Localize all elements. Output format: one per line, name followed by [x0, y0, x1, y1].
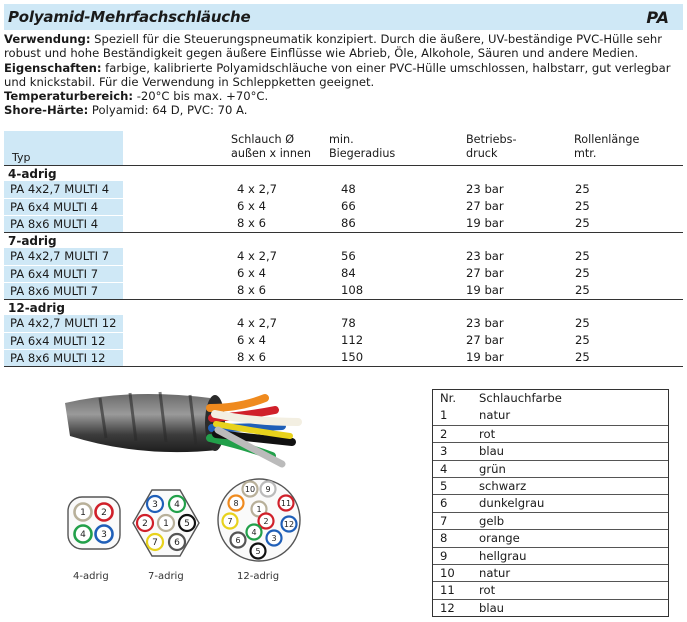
- cross-section-4-label: 4-adrig: [73, 571, 109, 582]
- eigenschaften-text: farbige, kalibrierte Polyamidschläuche von einer PVC-Hülle umschlossen, halbstarr, gut verlegbar und knickstabil. Für die Verwendung in Schleppketten geeignet.: [4, 60, 671, 89]
- cell-typ: PA 8x6 MULTI 4: [4, 215, 123, 232]
- tube-number: 12: [283, 519, 295, 529]
- color-row: [433, 581, 668, 598]
- header-druck-line1: Betriebs-: [466, 133, 517, 146]
- header-biegeradius: [329, 133, 395, 161]
- cross-section-7: [130, 487, 202, 559]
- tube-number: 8: [233, 498, 239, 508]
- temperatur-text: -20°C bis max. +70°C.: [133, 89, 269, 104]
- color-row: [433, 494, 668, 511]
- cell-schlauch: 6 x 4: [237, 266, 266, 280]
- tube-number: 7: [227, 516, 233, 526]
- cell-typ: PA 4x2,7 MULTI 4: [4, 181, 123, 198]
- specs-table: [4, 131, 683, 367]
- cell-typ: PA 4x2,7 MULTI 12: [4, 315, 123, 332]
- color-nr: 10: [440, 565, 455, 580]
- color-row: [433, 547, 668, 564]
- color-table-body: [433, 407, 668, 616]
- cell-rolle: 25: [575, 266, 590, 280]
- table-row: [4, 181, 683, 198]
- cell-typ: PA 6x4 MULTI 4: [4, 198, 123, 215]
- section-label: 12-adrig: [4, 299, 683, 315]
- cell-typ: PA 8x6 MULTI 7: [4, 282, 123, 299]
- product-code: PA: [646, 8, 669, 27]
- color-name: blau: [479, 600, 505, 615]
- cell-rolle: 25: [575, 283, 590, 297]
- cable-illustration: [60, 378, 315, 478]
- cell-biege: 48: [341, 182, 356, 196]
- color-table-header: [433, 390, 668, 407]
- color-row: [433, 512, 668, 529]
- cell-biege: 108: [341, 283, 364, 297]
- section-label: 7-adrig: [4, 232, 683, 248]
- tube-number: 2: [142, 519, 148, 530]
- cell-biege: 56: [341, 249, 356, 263]
- shore-text: Polyamid: 64 D, PVC: 70 A.: [88, 103, 248, 118]
- cell-schlauch: 6 x 4: [237, 333, 266, 347]
- tube-number: 5: [184, 519, 190, 530]
- page-title: Polyamid-Mehrfachschläuche: [8, 8, 251, 26]
- tube-number: 3: [271, 533, 277, 543]
- cell-biege: 84: [341, 266, 356, 280]
- color-nr: 2: [440, 426, 448, 441]
- color-nr: 5: [440, 478, 448, 493]
- tube-number: 6: [235, 535, 241, 545]
- color-name: rot: [479, 426, 496, 441]
- color-table: [432, 389, 669, 617]
- cell-druck: 19 bar: [466, 283, 504, 297]
- table-row: [4, 349, 683, 366]
- color-name: schwarz: [479, 478, 527, 493]
- title-bar: [4, 4, 683, 30]
- cell-schlauch: 8 x 6: [237, 216, 266, 230]
- color-row: [433, 599, 668, 616]
- tube-number: 5: [255, 546, 261, 556]
- header-betriebsdruck: [466, 133, 517, 161]
- cell-druck: 23 bar: [466, 316, 504, 330]
- header-schlauch-line2: außen x innen: [231, 147, 311, 160]
- cell-rolle: 25: [575, 333, 590, 347]
- color-row: [433, 425, 668, 442]
- header-rollenlaenge: [574, 133, 639, 161]
- color-row: [433, 477, 668, 494]
- color-nr: 3: [440, 444, 448, 459]
- cell-typ: PA 4x2,7 MULTI 7: [4, 248, 123, 265]
- color-nr: 8: [440, 531, 448, 546]
- cell-druck: 19 bar: [466, 216, 504, 230]
- color-name: orange: [479, 531, 520, 546]
- color-nr: 7: [440, 513, 448, 528]
- cell-druck: 27 bar: [466, 333, 504, 347]
- color-name: gelb: [479, 513, 505, 528]
- table-row: [4, 248, 683, 265]
- cell-biege: 150: [341, 350, 364, 364]
- cross-section-12: [216, 477, 302, 563]
- table-row: [4, 315, 683, 332]
- color-row: [433, 529, 668, 546]
- cell-schlauch: 4 x 2,7: [237, 249, 278, 263]
- header-rolle-line2: mtr.: [574, 147, 597, 160]
- cell-druck: 23 bar: [466, 249, 504, 263]
- tube-number: 4: [80, 530, 86, 541]
- cross-section-12-label: 12-adrig: [237, 571, 280, 582]
- header-biege-line1: min.: [329, 133, 354, 146]
- color-name: blau: [479, 444, 505, 459]
- tube-number: 7: [152, 538, 158, 549]
- color-name: dunkelgrau: [479, 496, 545, 511]
- cell-rolle: 25: [575, 316, 590, 330]
- tube-number: 10: [244, 484, 256, 494]
- color-nr: 1: [440, 408, 448, 423]
- header-typ: Typ: [12, 151, 31, 164]
- header-biege-line2: Biegeradius: [329, 147, 396, 160]
- cell-biege: 112: [341, 333, 364, 347]
- color-row: [433, 407, 668, 424]
- color-name: grün: [479, 461, 506, 476]
- color-nr: 4: [440, 461, 448, 476]
- color-nr: 9: [440, 548, 448, 563]
- header-schlauch-line1: Schlauch Ø: [231, 133, 295, 146]
- cell-typ: PA 6x4 MULTI 12: [4, 332, 123, 349]
- table-row: [4, 282, 683, 299]
- cell-biege: 66: [341, 199, 356, 213]
- cell-druck: 27 bar: [466, 199, 504, 213]
- color-nr: 11: [440, 583, 455, 598]
- table-row: [4, 265, 683, 282]
- tube-number: 3: [152, 500, 158, 511]
- cell-schlauch: 8 x 6: [237, 283, 266, 297]
- header-typ-cell: [4, 131, 123, 165]
- cell-rolle: 25: [575, 249, 590, 263]
- table-bottom-rule: [4, 366, 683, 367]
- temperatur-paragraph: [4, 89, 684, 103]
- cell-schlauch: 4 x 2,7: [237, 316, 278, 330]
- cell-typ: PA 6x4 MULTI 7: [4, 265, 123, 282]
- tube-number: 4: [174, 500, 180, 511]
- eigenschaften-label: Eigenschaften:: [4, 60, 102, 75]
- header-schlauch: [231, 133, 311, 161]
- shore-label: Shore-Härte:: [4, 103, 89, 118]
- temperatur-label: Temperaturbereich:: [4, 89, 134, 104]
- verwendung-label: Verwendung:: [4, 32, 91, 46]
- table-row: [4, 332, 683, 349]
- cell-druck: 19 bar: [466, 350, 504, 364]
- verwendung-paragraph: [4, 32, 684, 61]
- color-row: [433, 442, 668, 459]
- table-body: [4, 165, 683, 366]
- tube-number: 3: [101, 530, 107, 541]
- eigenschaften-paragraph: [4, 61, 684, 90]
- cell-biege: 78: [341, 316, 356, 330]
- tube-number: 1: [256, 504, 262, 514]
- cell-rolle: 25: [575, 199, 590, 213]
- verwendung-text: Speziell für die Steuerungspneumatik konzipiert. Durch die äußere, UV-beständige PVC-Hülle sehr robust und hohe Beständigkeit gegen äußere Einflüsse wie Abrieb, Öle, Alkohole, Säuren und andere Medien.: [4, 32, 662, 61]
- cell-rolle: 25: [575, 182, 590, 196]
- color-header-farbe: Schlauchfarbe: [479, 391, 562, 405]
- table-row: [4, 215, 683, 232]
- tube-number: 11: [280, 498, 292, 508]
- cell-druck: 23 bar: [466, 182, 504, 196]
- tube-number: 2: [263, 516, 269, 526]
- color-name: hellgrau: [479, 548, 527, 563]
- header-rolle-line1: Rollenlänge: [574, 133, 640, 146]
- section-label: 4-adrig: [4, 165, 683, 181]
- table-header: [4, 131, 683, 165]
- cross-section-7-label: 7-adrig: [148, 571, 184, 582]
- color-name: rot: [479, 583, 496, 598]
- cross-section-4: [66, 495, 122, 551]
- color-row: [433, 460, 668, 477]
- color-name: natur: [479, 408, 511, 423]
- cell-schlauch: 6 x 4: [237, 199, 266, 213]
- cell-rolle: 25: [575, 216, 590, 230]
- table-row: [4, 198, 683, 215]
- cell-biege: 86: [341, 216, 356, 230]
- color-nr: 12: [440, 600, 455, 615]
- tube-number: 6: [174, 538, 180, 549]
- tube-number: 2: [101, 508, 107, 519]
- color-header-nr: Nr.: [440, 391, 457, 405]
- description: [4, 32, 684, 118]
- tube-number: 4: [251, 527, 257, 537]
- tube-number: 9: [265, 484, 271, 494]
- cell-typ: PA 8x6 MULTI 12: [4, 349, 123, 366]
- cell-rolle: 25: [575, 350, 590, 364]
- shore-paragraph: [4, 103, 684, 117]
- tube-number: 1: [80, 508, 86, 519]
- cell-schlauch: 8 x 6: [237, 350, 266, 364]
- color-nr: 6: [440, 496, 448, 511]
- header-druck-line2: druck: [466, 147, 498, 160]
- cell-schlauch: 4 x 2,7: [237, 182, 278, 196]
- cell-druck: 27 bar: [466, 266, 504, 280]
- color-row: [433, 564, 668, 581]
- color-name: natur: [479, 565, 511, 580]
- tube-number: 1: [163, 519, 169, 530]
